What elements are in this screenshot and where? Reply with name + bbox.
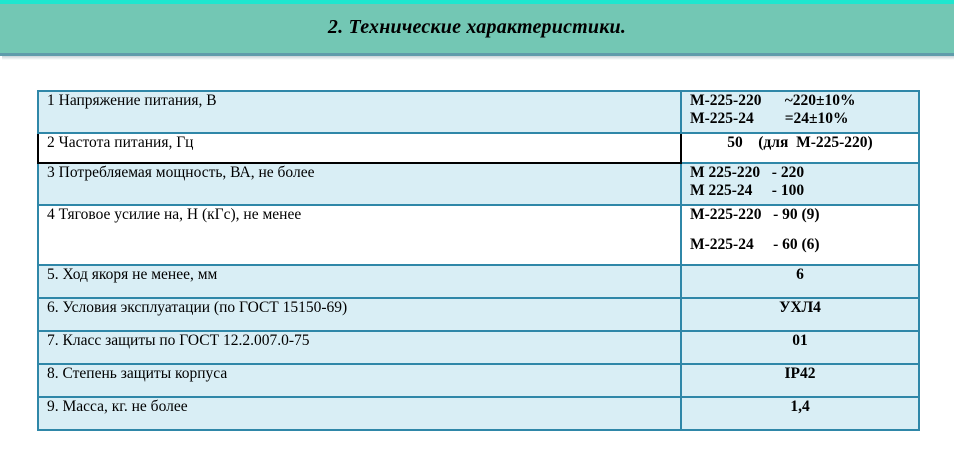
header-shadow: [2, 56, 954, 60]
value-cell: УХЛ4: [681, 298, 919, 331]
value-cell: [681, 205, 919, 265]
table-row: [38, 298, 919, 331]
table-row: [38, 397, 919, 430]
specs-table: [37, 90, 920, 431]
value-line: М-225-220 - 90 (9): [690, 206, 820, 223]
header-band: [0, 0, 954, 56]
value-line: М-225-24 - 60 (6): [690, 236, 820, 253]
table-row: [38, 331, 919, 364]
value-cell: [681, 91, 919, 133]
value-cell: [681, 163, 919, 205]
param-cell: 7. Класс защиты по ГОСТ 12.2.007.0-75: [38, 331, 681, 364]
page-title: 2. Технические характеристики.: [327, 16, 627, 38]
value-line: М-225-220 ~220±10%: [690, 92, 856, 109]
value-cell: IP42: [681, 364, 919, 397]
table-row: [38, 364, 919, 397]
param-cell: 5. Ход якоря не менее, мм: [38, 265, 681, 298]
table-row: [38, 91, 919, 133]
param-cell: 8. Степень защиты корпуса: [38, 364, 681, 397]
table-row: [38, 265, 919, 298]
value-cell: [681, 133, 919, 163]
value-cell: 01: [681, 331, 919, 364]
param-cell: 2 Частота питания, Гц: [38, 133, 681, 163]
table-row: [38, 205, 919, 265]
table-row: [38, 163, 919, 205]
param-cell: 1 Напряжение питания, В: [38, 91, 681, 133]
table-row: [38, 133, 919, 163]
param-cell: 3 Потребляемая мощность, ВА, не более: [38, 163, 681, 205]
value-line: М 225-220 - 220: [690, 164, 805, 181]
value-line: 50 (для М-225-220): [727, 134, 873, 151]
value-cell: 1,4: [681, 397, 919, 430]
value-cell: 6: [681, 265, 919, 298]
value-line: М-225-24 =24±10%: [690, 110, 849, 127]
param-cell: 4 Тяговое усилие на, Н (кГс), не менее: [38, 205, 681, 265]
param-cell: 6. Условия эксплуатации (по ГОСТ 15150-69): [38, 298, 681, 331]
value-line: М 225-24 - 100: [690, 182, 805, 199]
param-cell: 9. Масса, кг. не более: [38, 397, 681, 430]
